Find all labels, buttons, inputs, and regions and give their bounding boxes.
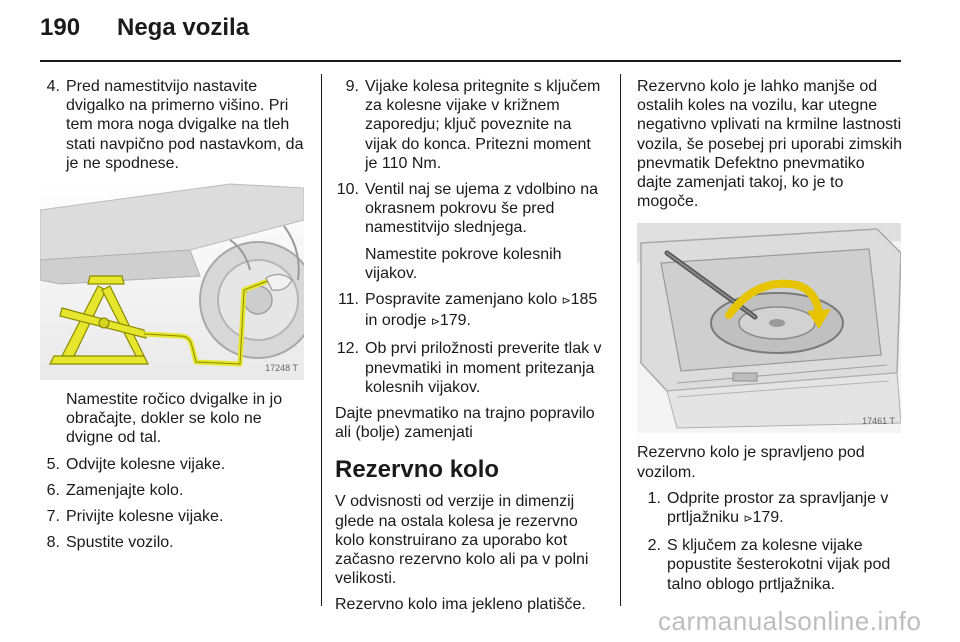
step-8 (44, 533, 308, 552)
step-number: 9. (345, 78, 359, 95)
step-text: Odvijte kolesne vijake. (66, 455, 226, 473)
watermark: carmanualsonline.info (658, 606, 922, 636)
step-number: 4. (46, 78, 60, 95)
step-text (365, 290, 603, 332)
step-10-extra: Namestite pokrove kolesnih vijakov. (365, 245, 562, 282)
spare-wheel-illustration (637, 223, 901, 433)
column-divider-1 (321, 74, 322, 606)
jack-illustration (40, 180, 304, 380)
step-number: 8. (46, 534, 60, 552)
figure-jack (40, 180, 304, 380)
step-text: Spustite vozilo. (66, 534, 174, 552)
step-text: S ključem za kolesne vijake popustite šesterokotni vijak pod talno oblogo prtljažnika. (667, 537, 891, 593)
step-9 (335, 77, 603, 173)
step-7 (44, 507, 308, 526)
section-heading: Rezervno kolo (335, 456, 500, 484)
repair-note: Dajte pnevmatiko na trajno popravilo ali (bolje) zamenjati (335, 405, 595, 442)
page-reference-link[interactable]: 185 in orodje (365, 291, 598, 330)
step-2 (637, 536, 903, 594)
spare-wheel-size-paragraph: Rezervno kolo je lahko manjše od ostalih koles na vozilu, kar utegne negativno vplivati na krmilne lastnosti vozila, še posebej pri uporabi zimskih pnevmatik Defektno pnevmatiko dajte zamenjati takoj, ko je to mogoče. (637, 78, 903, 211)
figure-code: 17461 T (862, 416, 895, 427)
step-text: Vijake kolesa pritegnite s ključem za kolesne vijake v križnem zaporedju; ključ poveznite na vijak do konca. Pritezni moment je 110 Nm. (365, 78, 601, 172)
step-11 (335, 290, 603, 332)
page-reference-link[interactable]: 179. (439, 312, 471, 330)
spare-wheel-rim-paragraph: Rezervno kolo ima jekleno platišče. (335, 596, 586, 614)
step-text: Ob prvi priložnosti preverite tlak v pnevmatiki in moment pritezanja kolesnih vijakov. (365, 340, 602, 396)
step-number: 10. (336, 181, 359, 199)
step-number: 11. (337, 291, 359, 309)
step-number: 12. (336, 340, 359, 358)
step-11-text: Pospravite zamenjano kolo (365, 291, 558, 309)
step-text: Zamenjajte kolo. (66, 481, 184, 499)
page-number: 190 (40, 14, 81, 41)
step-number: 1. (647, 489, 661, 507)
column-divider-2 (620, 74, 621, 606)
step-1-text: Odprite prostor za spravljanje v prtljažniku (667, 489, 889, 527)
link-arrow-icon: ⊳ (743, 513, 753, 526)
step-text (667, 489, 903, 529)
page-reference-link[interactable]: 179. (752, 509, 784, 527)
figure-code: 17248 T (265, 362, 298, 373)
step-number: 2. (647, 537, 661, 555)
column-1 (44, 77, 308, 559)
step-4 (44, 77, 308, 173)
step-number: 6. (46, 481, 60, 499)
step-text: Privijte kolesne vijake. (66, 508, 224, 526)
step-number: 5. (46, 455, 60, 473)
step-6 (44, 481, 308, 500)
step-number: 7. (46, 508, 60, 526)
step-text: Ventil naj se ujema z vdolbino na okrasnem pokrovu še pred namestitvijo slednjega. (365, 181, 599, 237)
link-arrow-icon: ⊳ (561, 295, 571, 308)
step-12 (335, 339, 603, 397)
page-title: Nega vozila (117, 14, 250, 41)
step-text: Pred namestitvijo nastavite dvigalko na primerno višino. Pri tem mora noga dvigalke na tleh stati navpično pod nastavkom, da je ne spodnese. (66, 78, 304, 172)
step-5 (44, 455, 308, 474)
column-2 (335, 77, 603, 622)
spare-wheel-paragraph: V odvisnosti od verzije in dimenzij glede na ostala kolesa je rezervno kolo konstruirano za uporabo kot začasno rezervno kolo ali pa v polni velikosti. (335, 493, 589, 588)
link-arrow-icon: ⊳ (430, 316, 441, 329)
spare-wheel-location-paragraph: Rezervno kolo je spravljeno pod vozilom. (637, 444, 865, 481)
step-10 (335, 180, 603, 238)
figure-caption-text: Namestite ročico dvigalke in jo obračajte, dokler se kolo ne dvigne od tal. (66, 391, 283, 447)
step-1 (637, 489, 903, 529)
figure-spare-wheel (637, 223, 901, 433)
header-rule (40, 60, 901, 62)
column-3 (637, 77, 903, 601)
